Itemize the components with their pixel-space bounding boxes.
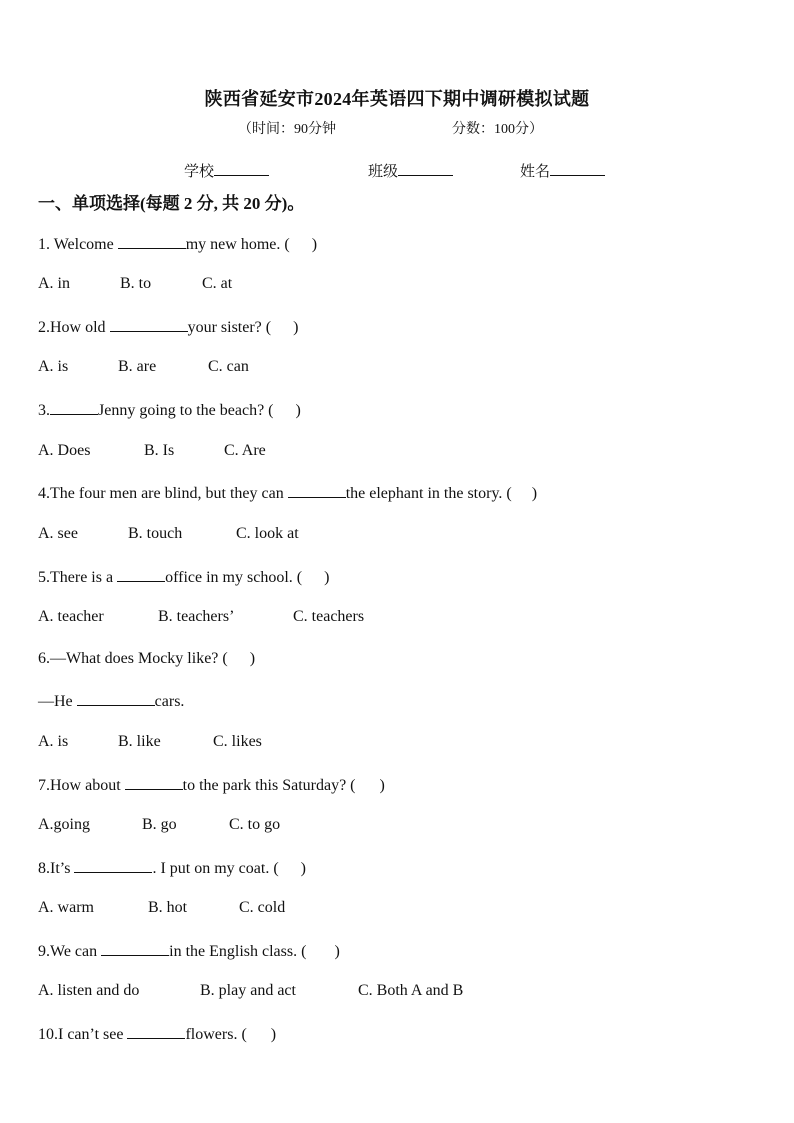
option-a[interactable]: A. in	[38, 275, 70, 292]
question-7	[38, 774, 385, 796]
option-a[interactable]: A. listen and do	[38, 982, 140, 999]
question-text-before: 7.How about	[38, 777, 125, 794]
options-5	[38, 607, 364, 627]
question-text-after: your sister? (	[187, 319, 272, 336]
question-1	[38, 233, 317, 255]
option-a[interactable]: A.going	[38, 816, 90, 833]
paren-close: )	[379, 777, 385, 794]
class-blank[interactable]	[398, 161, 453, 176]
answer-blank[interactable]	[101, 940, 169, 956]
question-6-answer	[38, 690, 184, 712]
question-text-before: 1. Welcome	[38, 236, 118, 253]
option-c[interactable]: C. at	[202, 275, 233, 292]
paren-close: )	[270, 1026, 277, 1043]
name-field	[520, 160, 605, 181]
paren-close: )	[334, 943, 340, 960]
options-8	[38, 898, 285, 918]
class-label: 班级	[368, 164, 399, 180]
option-c[interactable]: C. Both A and B	[358, 982, 464, 999]
options-2	[38, 357, 249, 377]
question-text-after: in the English class. (	[169, 943, 307, 960]
option-b[interactable]: B. Is	[144, 442, 175, 459]
question-text-after: Jenny going to the beach? (	[98, 402, 274, 419]
paren-close: )	[293, 319, 299, 336]
option-b[interactable]: B. teachers’	[158, 608, 235, 625]
paren-close: )	[531, 485, 538, 502]
question-10	[38, 1023, 276, 1045]
class-field	[368, 160, 453, 181]
question-2	[38, 316, 298, 338]
option-c[interactable]: C. can	[208, 358, 249, 375]
school-label: 学校	[184, 164, 215, 180]
name-label: 姓名	[520, 164, 551, 180]
question-5	[38, 566, 329, 588]
question-6	[38, 649, 255, 669]
paren-close: )	[324, 569, 330, 586]
question-text-after: the elephant in the story. (	[345, 485, 512, 502]
option-b[interactable]: B. go	[142, 816, 177, 833]
question-text-before: 10.I can’t see	[38, 1026, 128, 1043]
answer-text-after: cars.	[154, 693, 185, 710]
option-a[interactable]: A. is	[38, 358, 69, 375]
option-b[interactable]: B. hot	[148, 899, 188, 916]
answer-text-before: —He	[38, 693, 77, 710]
option-a[interactable]: A. warm	[38, 899, 94, 916]
option-b[interactable]: B. like	[118, 733, 161, 750]
paren-close: )	[311, 236, 318, 253]
paren-close: )	[300, 860, 306, 877]
question-text-before: 2.How old	[38, 319, 110, 336]
question-text-after: . I put on my coat. (	[152, 860, 279, 877]
options-7	[38, 815, 280, 835]
option-a[interactable]: A. teacher	[38, 608, 104, 625]
time-label: （时间：90分钟	[238, 122, 336, 137]
answer-blank[interactable]	[110, 316, 188, 332]
question-text-before: 6.—What does Mocky like? (	[38, 650, 228, 667]
option-b[interactable]: B. touch	[128, 525, 183, 542]
score-label: 分数：100分）	[452, 122, 543, 137]
name-blank[interactable]	[550, 161, 605, 176]
question-text-after: my new home. (	[185, 236, 290, 253]
question-text-before: 5.There is a	[38, 569, 118, 586]
options-1	[38, 274, 232, 294]
question-text-before: 4.The four men are blind, but they can	[38, 485, 288, 502]
section-header: 一、单项选择(每题 2 分, 共 20 分)。	[38, 194, 305, 213]
question-8	[38, 857, 306, 879]
answer-blank[interactable]	[50, 399, 98, 415]
page-title: 陕西省延安市2024年英语四下期中调研模拟试题	[204, 89, 590, 109]
answer-blank[interactable]	[288, 482, 346, 498]
option-a[interactable]: A. is	[38, 733, 69, 750]
option-c[interactable]: C. teachers	[293, 608, 365, 625]
question-3	[38, 399, 301, 421]
question-text-before: 3.	[38, 402, 50, 419]
question-9	[38, 940, 340, 962]
school-field	[184, 160, 269, 181]
option-a[interactable]: A. Does	[38, 442, 91, 459]
options-9	[38, 981, 463, 1001]
option-c[interactable]: C. Are	[224, 442, 266, 459]
answer-blank[interactable]	[125, 774, 183, 790]
answer-blank[interactable]	[77, 690, 155, 706]
options-3	[38, 441, 266, 461]
question-4	[38, 482, 537, 504]
options-6	[38, 732, 262, 752]
answer-blank[interactable]	[127, 1023, 185, 1039]
option-b[interactable]: B. to	[120, 275, 152, 292]
paren-close: )	[249, 650, 256, 667]
question-text-after: to the park this Saturday? (	[182, 777, 356, 794]
paren-close: )	[295, 402, 301, 419]
question-text-after: flowers. (	[185, 1026, 247, 1043]
option-c[interactable]: C. to go	[229, 816, 281, 833]
school-blank[interactable]	[214, 161, 269, 176]
answer-blank[interactable]	[117, 566, 165, 582]
option-b[interactable]: B. play and act	[200, 982, 296, 999]
option-b[interactable]: B. are	[118, 358, 157, 375]
answer-blank[interactable]	[118, 233, 186, 249]
option-c[interactable]: C. cold	[239, 899, 286, 916]
question-text-after: office in my school. (	[165, 569, 303, 586]
option-a[interactable]: A. see	[38, 525, 78, 542]
option-c[interactable]: C. likes	[213, 733, 262, 750]
question-text-before: 8.It’s	[38, 860, 75, 877]
answer-blank[interactable]	[74, 857, 152, 873]
question-text-before: 9.We can	[38, 943, 102, 960]
option-c[interactable]: C. look at	[236, 525, 299, 542]
options-4	[38, 524, 299, 544]
